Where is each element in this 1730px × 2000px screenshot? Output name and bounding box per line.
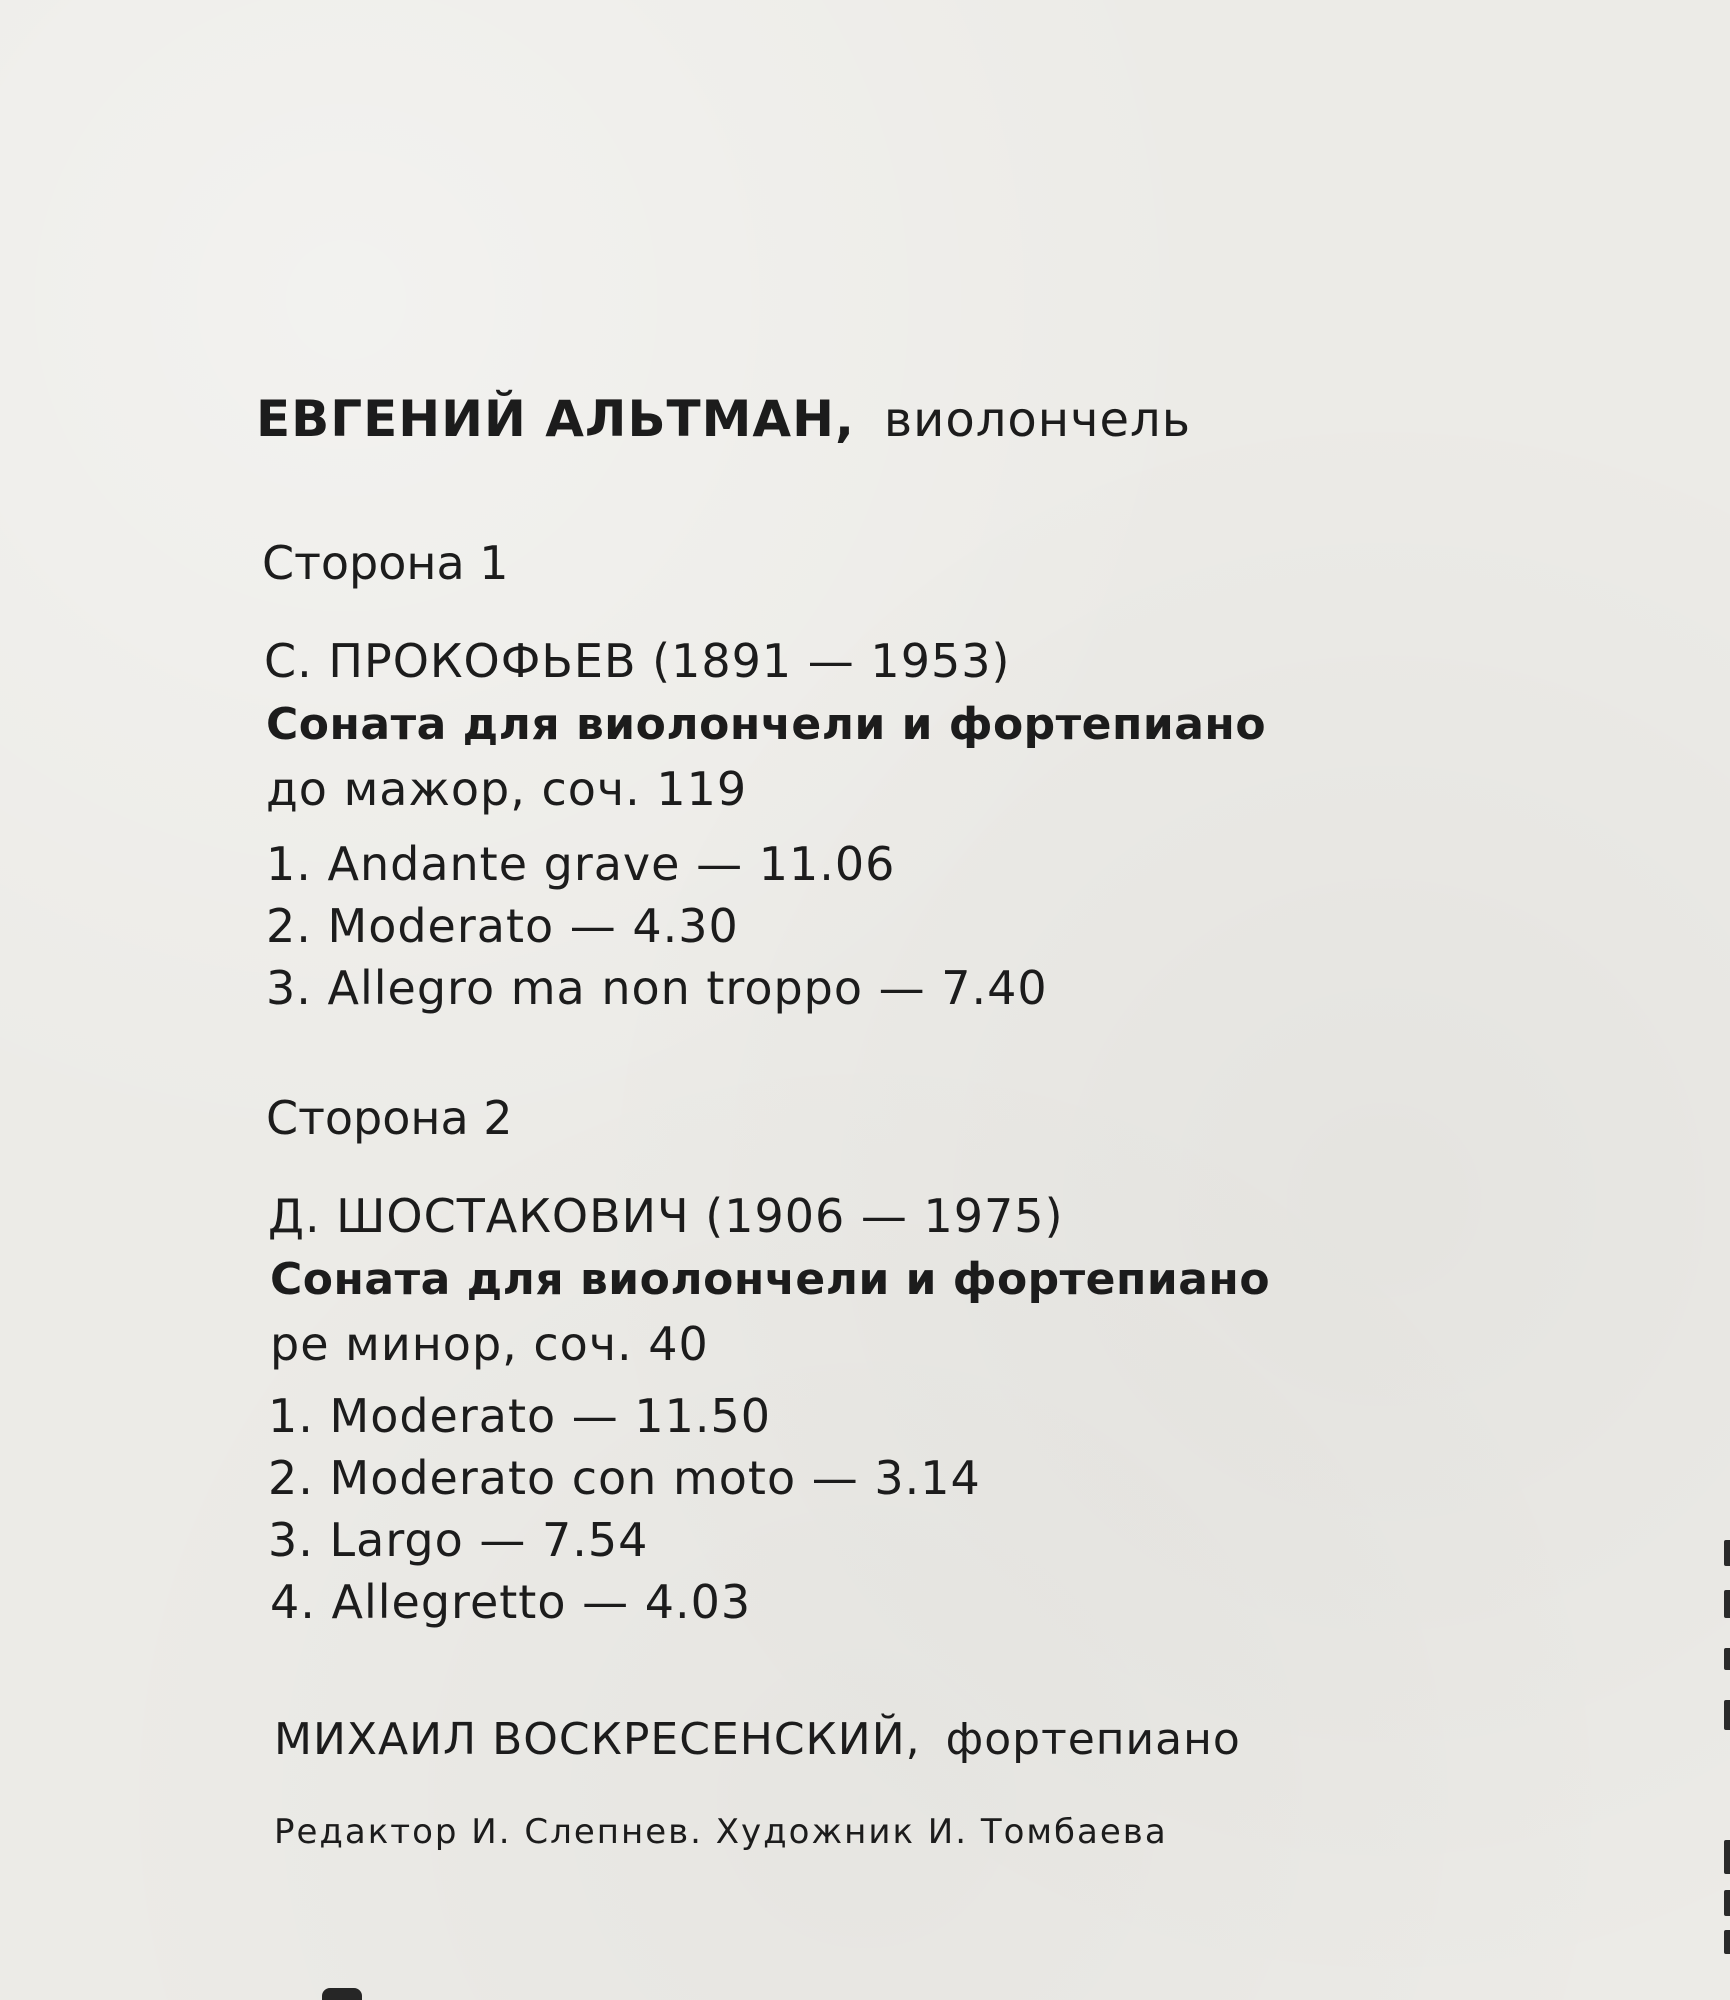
edge-print-mark xyxy=(1724,1590,1730,1618)
performer-heading xyxy=(256,390,1192,448)
side-2-track: 1. Moderato — 11.50 xyxy=(268,1389,772,1443)
side-2-composer: Д. ШОСТАКОВИЧ (1906 — 1975) xyxy=(268,1189,1064,1243)
side-1-track: 3. Allegro ma non troppo — 7.40 xyxy=(266,961,1048,1015)
accompanist-name: МИХАИЛ ВОСКРЕСЕНСКИЙ, xyxy=(274,1714,921,1765)
performer-name: ЕВГЕНИЙ АЛЬТМАН, xyxy=(256,390,855,448)
edge-print-mark xyxy=(1724,1540,1730,1566)
side-2-work-title: Соната для виолончели и фортепиано xyxy=(270,1254,1271,1305)
edge-print-mark xyxy=(1724,1700,1730,1730)
edge-print-mark xyxy=(1724,1930,1730,1954)
side-1-label: Сторона 1 xyxy=(262,536,509,590)
performer-instrument: виолончель xyxy=(883,392,1192,448)
side-2-track: 4. Allegretto — 4.03 xyxy=(270,1575,752,1629)
edge-print-mark xyxy=(1724,1890,1730,1916)
side-1-track: 1. Andante grave — 11.06 xyxy=(266,837,896,891)
bottom-print-mark xyxy=(322,1988,362,2000)
accompanist-line xyxy=(274,1714,1241,1765)
accompanist-instrument: фортепиано xyxy=(945,1714,1241,1765)
side-1-composer: С. ПРОКОФЬЕВ (1891 — 1953) xyxy=(264,634,1011,688)
edge-print-mark xyxy=(1724,1648,1730,1670)
edge-print-mark xyxy=(1724,1840,1730,1874)
credits-line: Редактор И. Слепнев. Художник И. Томбаева xyxy=(274,1812,1168,1852)
side-2-track: 3. Largo — 7.54 xyxy=(268,1513,649,1567)
side-1-work-title: Соната для виолончели и фортепиано xyxy=(266,699,1267,750)
side-1-track: 2. Moderato — 4.30 xyxy=(266,899,739,953)
side-2-label: Сторона 2 xyxy=(266,1091,513,1145)
side-2-work-details: ре минор, соч. 40 xyxy=(270,1317,709,1371)
side-2-track: 2. Moderato con moto — 3.14 xyxy=(268,1451,981,1505)
side-1-work-details: до мажор, соч. 119 xyxy=(266,762,748,816)
